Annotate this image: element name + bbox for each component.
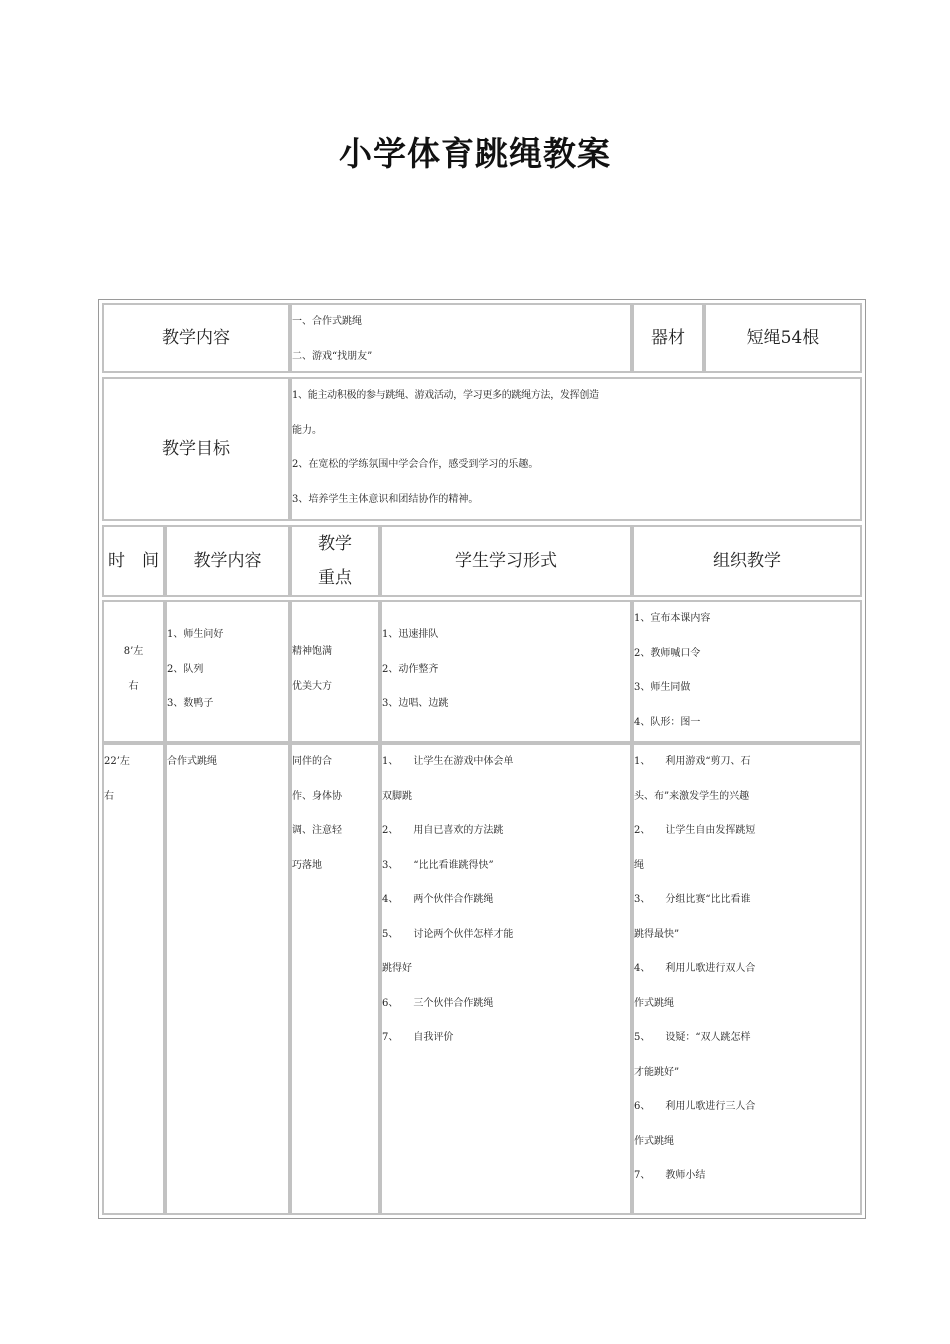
- equipment-value: 短绳54根: [746, 327, 820, 348]
- row2-content: [165, 743, 290, 1215]
- goal-line: 能力。: [292, 424, 322, 436]
- row2-org-line: 5、 设疑：“双人跳怎样: [634, 1032, 751, 1043]
- row2-org-line: 4、 利用儿歌进行双人合: [634, 963, 756, 974]
- row2-focus-line: 作、身体协: [292, 790, 342, 802]
- row1-focus-line: 精神饱满: [292, 646, 332, 657]
- row1-time-line: 右: [128, 680, 139, 692]
- row2-student-line: 跳得好: [382, 963, 412, 974]
- row2-org-line: 作式跳绳: [634, 997, 674, 1009]
- row2-org-line: 7、 教师小结: [634, 1170, 706, 1181]
- row2-student-line: 3、 “比比看谁跳得快”: [382, 859, 494, 871]
- row1-content-line: 1、师生问好: [167, 629, 224, 640]
- row2-student-line: 2、 用自已喜欢的方法跳: [382, 825, 504, 836]
- header-focus-line: 教学: [318, 533, 352, 554]
- document-title: 小学体育跳绳教案: [339, 134, 611, 173]
- row2-focus: [290, 743, 380, 1215]
- content-label: 教学内容: [162, 327, 230, 348]
- row1-time-line: 8’左: [123, 646, 144, 657]
- row2-student-line: 5、 讨论两个伙伴怎样才能: [382, 928, 514, 940]
- row2-org-line: 绳: [634, 859, 644, 871]
- row2-time-line: 22’左: [104, 756, 130, 767]
- header-organization-label: 组织教学: [713, 550, 781, 571]
- row1-student-line: 1、迅速排队: [382, 629, 439, 640]
- row2-focus-line: 调、注意轻: [292, 825, 342, 836]
- header-content-label: 教学内容: [193, 550, 262, 571]
- row2-focus-line: 同伴的合: [292, 756, 332, 767]
- header-time: [102, 525, 165, 597]
- row1-org-line: 1、宣布本课内容: [634, 613, 711, 624]
- row2-org-line: 3、 分组比赛“比比看谁: [634, 894, 751, 905]
- goals-cell: [290, 377, 862, 521]
- row2-time-line: 右: [104, 790, 114, 802]
- goal-line: 1、能主动积极的参与跳绳、游戏活动，学习更多的跳绳方法，发挥创造: [292, 390, 599, 401]
- row1-time: [102, 600, 165, 743]
- row2-student: [380, 743, 632, 1215]
- row1-org-line: 3、师生同做: [634, 682, 691, 693]
- row2-organization: [632, 743, 862, 1215]
- header-student-form-label: 学生学习形式: [455, 550, 557, 571]
- row2-focus-line: 巧落地: [292, 859, 322, 871]
- content-items-cell: [290, 303, 632, 373]
- header-organization: [632, 525, 862, 597]
- content-label-cell: [102, 303, 290, 373]
- row2-student-line: 1、 让学生在游戏中体会单: [382, 756, 514, 767]
- equipment-value-cell: [704, 303, 862, 373]
- row2-student-line: 双脚跳: [382, 790, 412, 802]
- header-student-form: [380, 525, 632, 597]
- row1-student: [380, 600, 632, 743]
- row1-content: [165, 600, 290, 743]
- row1-student-line: 2、动作整齐: [382, 663, 439, 675]
- row1-org-line: 2、教师喊口令: [634, 647, 701, 659]
- row2-org-line: 跳得最快”: [634, 928, 680, 940]
- row2-org-line: 才能跳好”: [634, 1066, 680, 1078]
- row2-student-line: 6、 三个伙伴合作跳绳: [382, 997, 494, 1009]
- row2-org-line: 头、布”来激发学生的兴趣: [634, 790, 750, 802]
- row1-student-line: 3、边唱、边跳: [382, 698, 449, 709]
- row2-org-line: 作式跳绳: [634, 1135, 674, 1147]
- header-focus: [290, 525, 380, 597]
- row1-focus-line: 优美大方: [292, 680, 332, 692]
- equipment-label: 器材: [651, 327, 685, 348]
- row2-content-line: 合作式跳绳: [167, 756, 217, 767]
- goal-line: 3、培养学生主体意识和团结协作的精神。: [292, 493, 479, 505]
- goal-line: 2、在宽松的学练氛围中学会合作，感受到学习的乐趣。: [292, 459, 539, 470]
- row1-content-line: 2、队列: [167, 663, 204, 675]
- row2-org-line: 6、 利用儿歌进行三人合: [634, 1101, 756, 1112]
- equipment-label-cell: [632, 303, 704, 373]
- header-content: [165, 525, 290, 597]
- row2-org-line: 2、 让学生自由发挥跳短: [634, 825, 756, 836]
- row2-student-line: 7、 自我评价: [382, 1032, 454, 1043]
- header-time-label: 时 间: [108, 550, 159, 571]
- content-item: 二、游戏“找朋友”: [292, 350, 373, 362]
- header-focus-line: 重点: [318, 568, 352, 588]
- row1-organization: [632, 600, 862, 743]
- goals-label: 教学目标: [162, 438, 230, 459]
- goals-label-cell: [102, 377, 290, 521]
- row2-time: [102, 743, 165, 1215]
- row2-student-line: 4、 两个伙伴合作跳绳: [382, 894, 494, 905]
- row1-content-line: 3、数鸭子: [167, 698, 214, 709]
- content-item: 一、合作式跳绳: [292, 316, 362, 327]
- row2-org-line: 1、 利用游戏“剪刀、石: [634, 756, 751, 767]
- row1-org-line: 4、队形：图一: [634, 716, 701, 728]
- row1-focus: [290, 600, 380, 743]
